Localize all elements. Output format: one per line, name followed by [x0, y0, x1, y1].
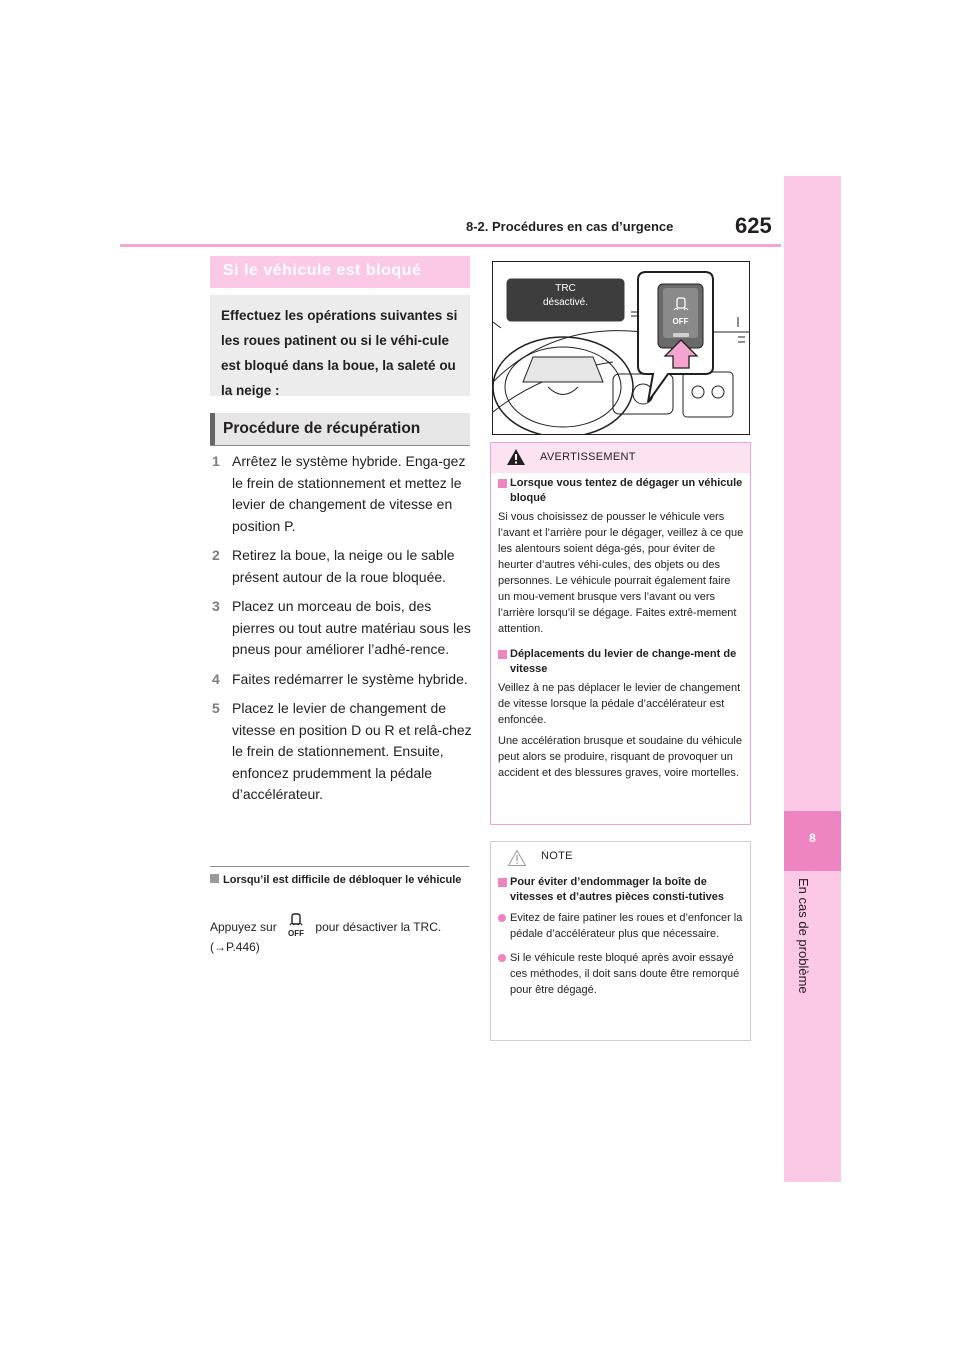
note-content: [498, 875, 744, 1006]
note-title-text: Lorsqu’il est difficile de débloquer le véhicule: [223, 874, 462, 886]
step-number: 4: [212, 670, 220, 687]
step-item: [210, 669, 472, 691]
step-item: [210, 698, 472, 806]
trc-display: [506, 282, 625, 310]
note-divider: [210, 866, 469, 867]
step-text: Retirez la boue, la neige ou le sable présent autour de la roue bloquée.: [232, 547, 455, 585]
step-number: 1: [212, 453, 220, 469]
step-list: [210, 451, 472, 814]
step-text: Faites redémarrer le système hybride.: [232, 670, 468, 687]
warning-section-title-text: Lorsque vous tentez de dégager un véhicule bloqué: [510, 477, 743, 504]
step-text: Arrêtez le système hybride. Enga-gez le frein de stationnement et mettez le levier de changement de vitesse en position P.: [232, 453, 466, 534]
warning-section-title: [498, 476, 744, 506]
warning-paragraph: Si vous choisissez de pousser le véhicule vers l’avant et l’arrière pour le dégager, veillez à ce que les alentours soient déga-gés, pour éviter de heurter d’autres véhi-cules, des objets ou des personnes. Le véhicule pourrait également faire un mou-vement brusque vers l’avant ou vers l’arrière lorsqu’il se dégage. Faites extrê-mement attention.: [498, 511, 744, 635]
chapter-number: 8: [809, 831, 816, 845]
step-text: Placez le levier de changement de vitesse en position D ou R et relâ-chez le frein de stationnement. Ensuite, enfoncez prudemment la pédale d’accélérateur.: [232, 700, 472, 802]
trc-off-icon: [283, 913, 309, 939]
step-item: [210, 545, 472, 588]
chapter-title: En cas de problème: [796, 878, 811, 994]
display-line-2: désactivé.: [542, 297, 589, 308]
warning-header: [491, 443, 750, 473]
note-body-before: Appuyez sur: [210, 920, 277, 934]
circle-bullet-icon: [498, 914, 506, 922]
warning-box: [490, 442, 751, 825]
warning-section-title: [498, 647, 744, 677]
display-line-1: TRC: [555, 283, 576, 294]
side-tab: [784, 176, 841, 1182]
step-number: 5: [212, 700, 220, 716]
warning-triangle-icon: [506, 448, 526, 466]
section-title: 8-2. Procédures en cas d’urgence: [466, 219, 674, 234]
warning-section-title-text: Déplacements du levier de change-ment de vitesse: [510, 648, 737, 675]
step-number: 3: [212, 598, 220, 614]
square-bullet-icon: [498, 479, 507, 488]
warning-content: [498, 476, 744, 786]
note-bullet: [498, 910, 744, 942]
note-section-title: [498, 875, 744, 905]
note-body-after: pour désactiver la TRC. (→P.446): [210, 920, 442, 954]
trc-off-button-label: OFF: [672, 317, 689, 326]
chapter-number-tab: [784, 811, 841, 871]
note-header: [491, 842, 750, 874]
dashboard-illustration: [492, 261, 750, 435]
svg-text:OFF: OFF: [288, 929, 305, 938]
note-section-title-text: Pour éviter d’endommager la boîte de vitesses et d’autres pièces consti-tutives: [510, 876, 724, 903]
page-number: 625: [735, 213, 772, 238]
square-bullet-icon: [498, 650, 507, 659]
square-bullet-icon: [498, 878, 507, 887]
square-bullet-icon: [210, 874, 219, 883]
sub-heading-bar: [210, 413, 215, 445]
step-item: [210, 451, 472, 537]
sub-heading-text: Procédure de récupération: [223, 420, 421, 437]
sub-heading: [210, 413, 470, 446]
step-text: Placez un morceau de bois, des pierres ou tout autre matériau sous les pneus pour améliorer l’adhé-rence.: [232, 598, 471, 657]
note-bullet-text: Evitez de faire patiner les roues et d’enfoncer la pédale d’accélérateur plus que nécessaire.: [510, 912, 743, 940]
step-number: 2: [212, 547, 220, 563]
note-bullet: [498, 950, 744, 998]
note-body: [210, 913, 470, 956]
section-heading: [210, 256, 470, 288]
warning-paragraph: Veillez à ne pas déplacer le levier de changement de vitesse lorsque la pédale d’accélérateur est enfoncée.: [498, 682, 741, 726]
intro-box: [210, 295, 470, 396]
warning-label: AVERTISSEMENT: [540, 451, 636, 463]
step-item: [210, 596, 472, 661]
note-title: [210, 873, 465, 888]
section-heading-text: Si le véhicule est bloqué: [223, 262, 422, 279]
note-bullet-text: Si le véhicule reste bloqué après avoir essayé ces méthodes, il doit sans doute être remorqué pour être dégagé.: [510, 952, 740, 996]
note-label: NOTE: [541, 850, 573, 862]
warning-paragraph: Une accélération brusque et soudaine du véhicule peut alors se produire, risquant de provoquer un accident et des blessures graves, voire mortelles.: [498, 735, 742, 779]
circle-bullet-icon: [498, 954, 506, 962]
header-rule: [120, 244, 781, 247]
intro-text: Effectuez les opérations suivantes si les roues patinent ou si le véhi-cule est bloqué dans la boue, la saleté ou la neige :: [221, 308, 458, 398]
caution-triangle-icon: [507, 849, 527, 867]
note-box: [490, 841, 751, 1041]
